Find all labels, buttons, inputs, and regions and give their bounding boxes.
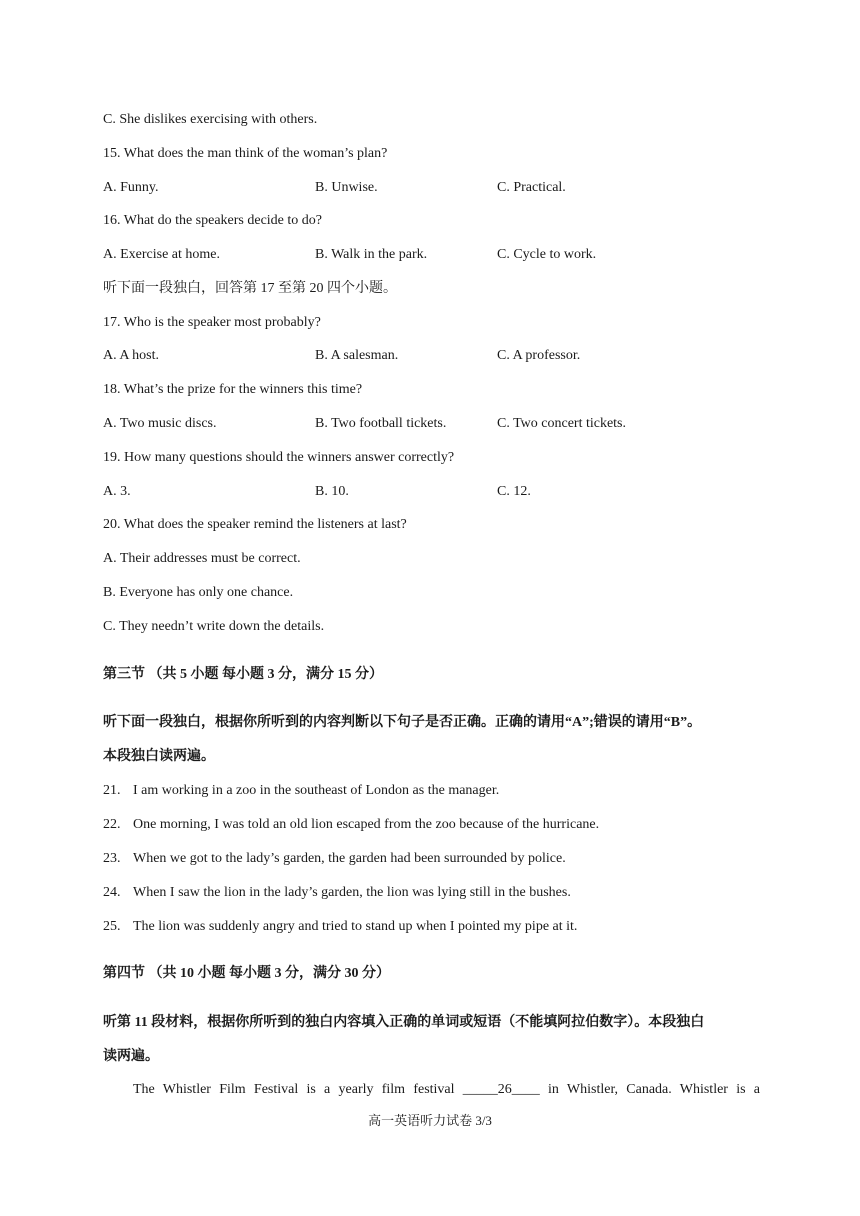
option-c: C. A professor.	[497, 348, 581, 363]
section-4-instruction-1: 听第 11 段材料，根据你所听到的独白内容填入正确的单词或短语（不能填阿拉伯数字）。本段独白	[103, 1015, 705, 1030]
option-c: C. Two concert tickets.	[497, 416, 627, 431]
question-20-option-a: A. Their addresses must be correct.	[103, 551, 301, 566]
q14-option-c: C. She dislikes exercising with others.	[103, 112, 318, 127]
section-3-heading: 第三节 （共 5 小题 每小题 3 分，满分 15 分）	[103, 667, 383, 682]
monologue-instruction: 听下面一段独白，回答第 17 至第 20 四个小题。	[103, 281, 397, 296]
statement-22	[103, 816, 599, 834]
option-a: A. Exercise at home.	[103, 247, 221, 262]
question-16: 16. What do the speakers decide to do?	[103, 213, 323, 228]
option-b: B. 10.	[315, 484, 349, 499]
statement-number: 25.	[103, 919, 121, 934]
statement-text: When I saw the lion in the lady’s garden, the lion was lying still in the bushes.	[133, 885, 571, 900]
option-c: C. Practical.	[497, 180, 566, 195]
question-19-options	[103, 483, 763, 501]
statement-number: 23.	[103, 851, 121, 866]
option-b: B. A salesman.	[315, 348, 399, 363]
statement-number: 24.	[103, 885, 121, 900]
option-b: B. Unwise.	[315, 180, 378, 195]
passage-first-line: The Whistler Film Festival is a yearly film festival _____26____ in Whistler, Canada. Whistler is a	[133, 1082, 760, 1097]
statement-text: When we got to the lady’s garden, the garden had been surrounded by police.	[133, 851, 566, 866]
section-4-heading: 第四节 （共 10 小题 每小题 3 分，满分 30 分）	[103, 966, 390, 981]
option-b: B. Two football tickets.	[315, 416, 447, 431]
question-20-option-b: B. Everyone has only one chance.	[103, 585, 294, 600]
option-a: A. 3.	[103, 484, 131, 499]
statement-21	[103, 782, 499, 800]
section-3-instruction-1: 听下面一段独白，根据你所听到的内容判断以下句子是否正确。正确的请用“A”;错误的请用“B”。	[103, 715, 702, 730]
question-19: 19. How many questions should the winners answer correctly?	[103, 450, 455, 465]
section-4-instruction-2: 读两遍。	[103, 1049, 159, 1064]
question-15-options	[103, 179, 763, 197]
question-15: 15. What does the man think of the woman’s plan?	[103, 146, 388, 161]
question-16-options	[103, 246, 763, 264]
statement-number: 21.	[103, 783, 121, 798]
question-20-option-c: C. They needn’t write down the details.	[103, 619, 325, 634]
question-17-options	[103, 347, 763, 365]
statement-number: 22.	[103, 817, 121, 832]
option-c: C. 12.	[497, 484, 531, 499]
option-c: C. Cycle to work.	[497, 247, 597, 262]
statement-text: I am working in a zoo in the southeast of London as the manager.	[133, 783, 500, 798]
question-18: 18. What’s the prize for the winners this time?	[103, 382, 363, 397]
option-a: A. Funny.	[103, 180, 159, 195]
page-footer: 高一英语听力试卷 3/3	[368, 1113, 492, 1128]
statement-24	[103, 884, 571, 902]
statement-23	[103, 850, 566, 868]
statement-text: One morning, I was told an old lion escaped from the zoo because of the hurricane.	[133, 817, 600, 832]
question-20: 20. What does the speaker remind the listeners at last?	[103, 517, 407, 532]
section-3-instruction-2: 本段独白读两遍。	[103, 749, 215, 764]
statement-text: The lion was suddenly angry and tried to stand up when I pointed my pipe at it.	[133, 919, 578, 934]
option-a: A. A host.	[103, 348, 160, 363]
question-18-options	[103, 415, 763, 433]
question-17: 17. Who is the speaker most probably?	[103, 315, 321, 330]
option-a: A. Two music discs.	[103, 416, 217, 431]
statement-25	[103, 918, 577, 936]
option-b: B. Walk in the park.	[315, 247, 428, 262]
